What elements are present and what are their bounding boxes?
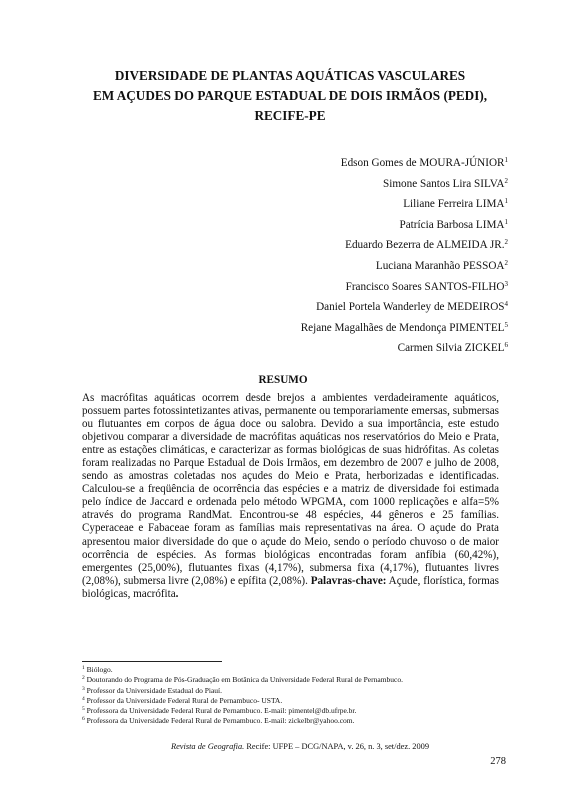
affiliation-marker: 1 [504, 217, 508, 226]
affiliation-marker: 2 [504, 258, 508, 267]
title-line-1: DIVERSIDADE DE PLANTAS AQUÁTICAS VASCULARES [114, 68, 466, 83]
affiliation-marker: 1 [504, 156, 508, 164]
journal-details: Recife: UFPE – DCG/NAPA, v. 26, n. 3, set/dez. 2009 [244, 742, 430, 751]
affiliation-marker: 2 [504, 238, 508, 247]
keywords-label: Palavras-chave: [310, 574, 387, 587]
affiliation-marker: 3 [504, 279, 508, 288]
footnote: $^3$ Professor da Universidade Estadual do Piauí. [82, 685, 223, 695]
author-entry: Francisco Soares SANTOS-FILHO$^3$ [345, 279, 508, 293]
journal-citation [0, 742, 566, 751]
title-line-2: EM AÇUDES DO PARQUE ESTADUAL DE DOIS IRMÃOS (PEDI), [92, 88, 488, 103]
footnote: $^1$ Biólogo. [82, 665, 113, 674]
author-list [178, 153, 508, 359]
footnote: $^5$ Professora da Universidade Federal Rural de Pernambuco. E-mail: pimentel@db.ufrpe.br. [82, 706, 357, 716]
footnote: $^6$ Professora da Universidade Federal Rural de Pernambuco. E-mail: zickelbr@yahoo.com. [82, 716, 355, 726]
author-entry: Daniel Portela Wanderley de MEDEIROS$^4$ [316, 300, 508, 314]
title-line-3: RECIFE-PE [254, 108, 326, 123]
footnote: $^4$ Professor da Universidade Federal Rural de Pernambuco- USTA. [82, 695, 283, 705]
author-entry: Rejane Magalhães de Mendonça PIMENTEL$^5$ [300, 320, 508, 334]
abstract-body [82, 392, 499, 601]
author-entry: Patrícia Barbosa LIMA$^1$ [399, 217, 508, 231]
affiliation-marker: 2 [504, 176, 508, 185]
author-entry: Edson Gomes de MOURA-JÚNIOR$^1$ [340, 156, 508, 169]
author-entry: Simone Santos Lira SILVA$^2$ [382, 176, 508, 190]
affiliation-marker: 4 [504, 300, 508, 309]
keywords-period: . [175, 587, 179, 600]
footnotes [82, 665, 512, 727]
abstract-heading: RESUMO [258, 374, 308, 386]
affiliation-marker: 1 [504, 197, 508, 206]
affiliation-marker: 5 [504, 320, 508, 329]
author-entry: Eduardo Bezerra de ALMEIDA JR.$^2$ [345, 238, 508, 252]
author-entry: Liliane Ferreira LIMA$^1$ [403, 197, 508, 211]
page-number: 278 [490, 756, 506, 767]
keywords-list: Açude, florística, formas biológicas, macrófita [82, 574, 499, 600]
article-title [60, 66, 520, 126]
journal-name: Revista de Geografia. [170, 742, 245, 751]
affiliation-marker: 6 [504, 341, 508, 350]
author-entry: Carmen Silvia ZICKEL$^6$ [397, 341, 508, 355]
footnote-separator [82, 661, 222, 662]
author-entry: Luciana Maranhão PESSOA$^2$ [375, 258, 508, 272]
abstract-text: As macrófitas aquáticas ocorrem desde brejos a ambientes verdadeiramente aquáticos, possuem partes fotossintetizantes ativas, permanente ou temporariamente emersas, submersas ou flutuantes em corpos de água doce ou salobra. Devido a sua importância, este estudo objetivou comparar a diversidade de macrófitas aquáticas nos reservatórios do Meio e Prata, entre as estações climáticas, e caracterizar as formas biológicas de suas hidrófitas. As coletas foram realizadas no Parque Estadual de Dois Irmãos, em dezembro de 2007 e julho de 2008, sendo as amostras coletadas nos açudes do Meio e Prata, herborizadas e identificadas. Calculou-se a freqüência de ocorrência das espécies e a matriz de diversidade foi estimada pelo índice de Jaccard e ordenada pelo método WPGMA, com 1000 replicações e alfa=5% através do programa RandMat. Encontrou-se 48 espécies, 44 gêneros e 25 famílias. Cyperaceae e Fabaceae foram as famílias mais representativas na área. O açude do Prata apresentou maior diversidade do que o açude do Meio, sendo o período chuvoso o de maior ocorrência de espécies. As formas biológicas encontradas foram anfíbia (60,42%), emergentes (25,00%), flutuantes fixas (4,17%), submersa fixa (4,17%), flutuantes livres (2,08%), submersa livre (2,08%) e epífita (2,08%). [82, 392, 499, 587]
footnote: $^2$ Doutorando do Programa de Pós-Graduação em Botânica da Universidade Federal Rural de Pernambuco. [82, 675, 403, 685]
